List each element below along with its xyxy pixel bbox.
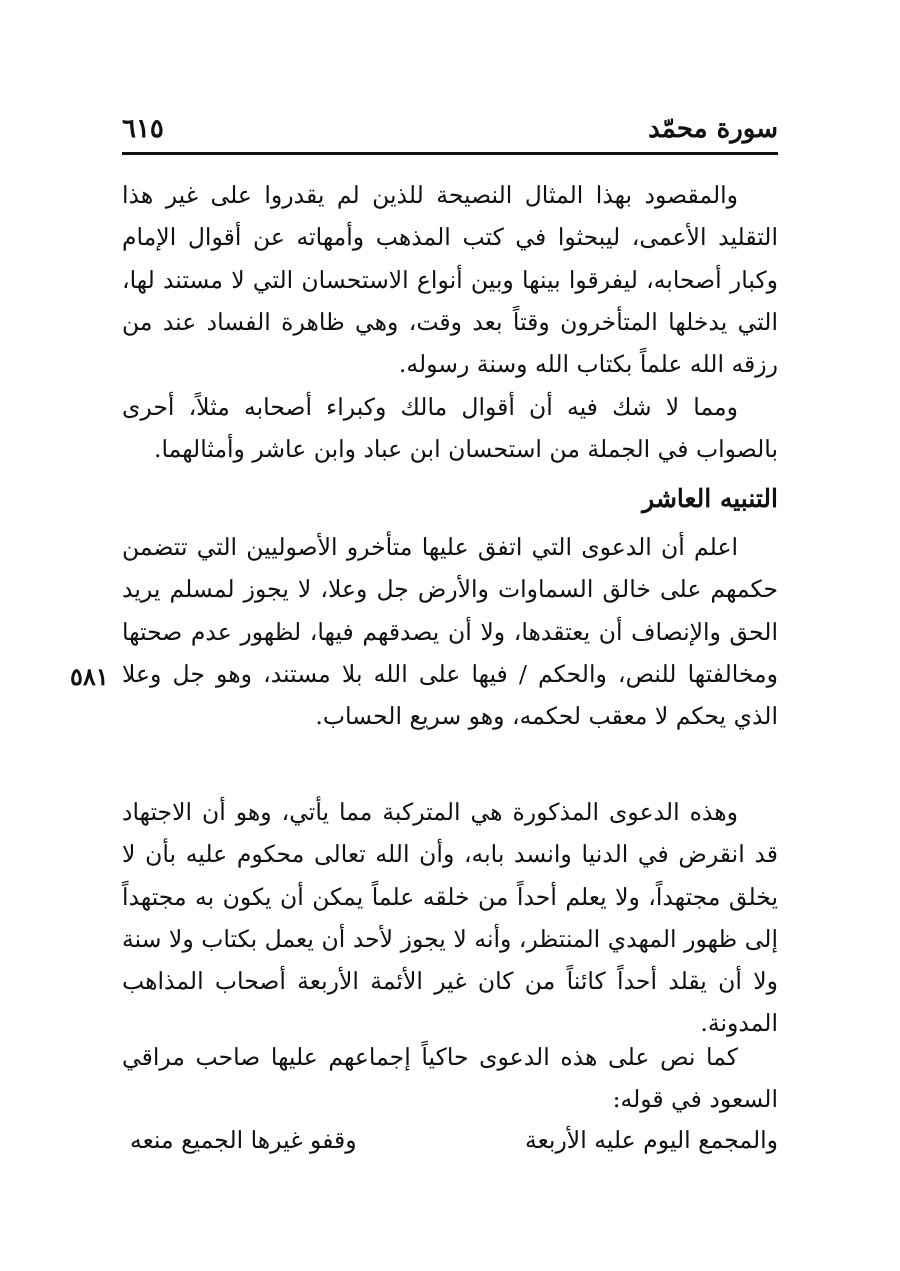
page-header [122, 112, 778, 156]
verse-first-hemistich: والمجمع اليوم عليه الأربعة [524, 1126, 778, 1154]
paragraph-3: اعلم أن الدعوى التي اتفق عليها متأخرو الأصوليين التي تتضمن حكمهم على خالق السماوات والأرض جل وعلا، لا يجوز لمسلم يريد الحق والإنصاف أن يعتقدها، ولا أن يصدقهم فيها، لظهور عدم صحتها ومخالفتها للنص، والحكم / فيها على الله بلا مستند، وهو جل وعلا الذي يحكم لا معقب لحكمه، وهو سريع الحساب. [122, 533, 778, 731]
poetry-verse [122, 1126, 778, 1166]
verse-second-hemistich: وقفو غيرها الجميع منعه [130, 1126, 357, 1154]
paragraph-4: وهذه الدعوى المذكورة هي المتركبة مما يأتي، وهو أن الاجتهاد قد انقرض في الدنيا وانسد بابه، وأن الله تعالى محكوم عليه بأن لا يخلق مجتهداً، ولا يعلم أحداً من خلقه علماً يمكن أن يكون به مجتهداً إلى ظهور المهدي المنتظر، وأنه لا يجوز لأحد أن يعمل بكتاب ولا سنة ولا أن يقلد أحداً كائناً من كان غير الأئمة الأربعة أصحاب المذاهب المدونة. [122, 798, 778, 1038]
header-rule [122, 152, 778, 155]
margin-page-reference: ٥٨١ [70, 662, 109, 691]
paragraph-2: ومما لا شك فيه أن أقوال مالك وكبراء أصحابه مثلاً، أحرى بالصواب في الجملة من استحسان ابن عباد وابن عاشر وأمثالهما. [122, 393, 778, 464]
surah-title: سورة محمّد [648, 114, 778, 144]
paragraph-5: كما نص على هذه الدعوى حاكياً إجماعهم عليها صاحب مراقي السعود في قوله: [122, 1043, 778, 1114]
paragraph-1: والمقصود بهذا المثال النصيحة للذين لم يقدروا على غير هذا التقليد الأعمى، ليبحثوا في كتب المذهب وأمهاته عن أقوال الإمام وكبار أصحابه، ليفرقوا بينها وبين أنواع الاستحسان التي لا مستند لها، التي يدخلها المتأخرون وقتاً بعد وقت، وهي ظاهرة الفساد عند من رزقه الله علماً بكتاب الله وسنة رسوله. [122, 181, 778, 379]
section-heading-block [122, 484, 778, 524]
section-heading: التنبيه العاشر [642, 484, 778, 513]
page-number: ٦١٥ [122, 114, 164, 144]
